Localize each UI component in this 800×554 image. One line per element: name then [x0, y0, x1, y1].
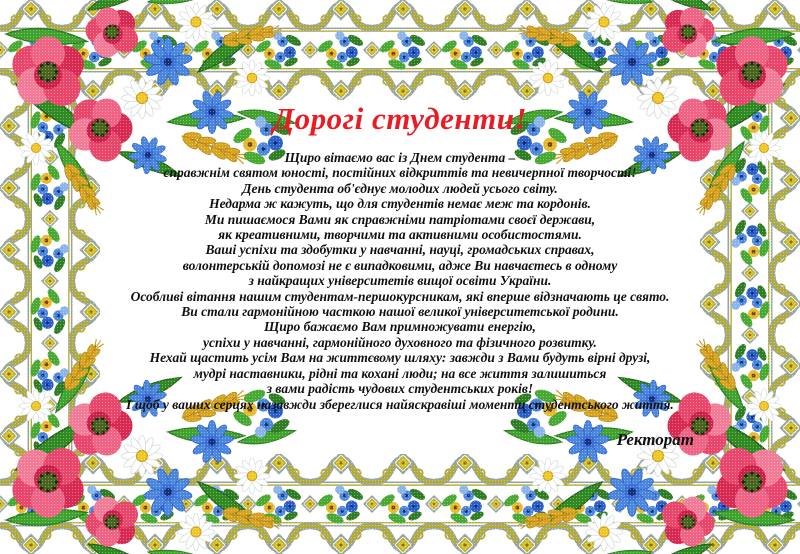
body-line: Щиро бажаємо Вам примножувати енергію,	[264, 319, 536, 335]
body-line: з вами радість чудових студентських років!	[266, 381, 534, 397]
body-line: День студента об'єднує молодих людей усього світу.	[242, 180, 558, 196]
card-body	[0, 150, 800, 412]
body-line: Ми пишаємося Вами як справжніми патріотами своєї держави,	[204, 211, 596, 227]
body-line: Особливі вітання нашим студентам-першокурсникам, які вперше відзначають це свято.	[130, 288, 670, 304]
body-line: як креативними, творчими та активними особистостями.	[218, 227, 582, 243]
body-line: волонтерській допомозі не є випадковими, адже Ви навчаєтесь в одному	[182, 257, 618, 273]
body-line: справжнім святом юності, постійних відкриттів та невичерпної творчості!	[163, 165, 637, 181]
body-line: успіхи у навчанні, гармонійного духовного та фізичного розвитку.	[203, 334, 597, 350]
body-line: мудрі наставники, рідні та кохані люди; на все життя залишиться	[193, 365, 607, 381]
body-line: І щоб у ваших серцях назавжди збереглися найяскравіші моменти студентського життя.	[126, 396, 674, 412]
body-line: з найкращих університетів вищої освіти України.	[248, 273, 552, 289]
body-line: Щиро вітаємо вас із Днем студента –	[284, 150, 516, 165]
card-signature: Ректорат	[616, 429, 694, 449]
body-line: Недарма ж кажуть, що для студентів немає меж та кордонів.	[209, 196, 591, 212]
card-title: Дорогі студенти!	[272, 101, 528, 136]
body-line: Ви стали гармонійною часткою нашої великої університетської родини.	[181, 304, 619, 320]
body-line: Ваші успіхи та здобутки у навчанні, науці, громадських справах,	[205, 242, 595, 258]
body-line: Нехай щастить усім Вам на життєвому шляху: завжди з Вами будуть вірні друзі,	[149, 350, 651, 366]
